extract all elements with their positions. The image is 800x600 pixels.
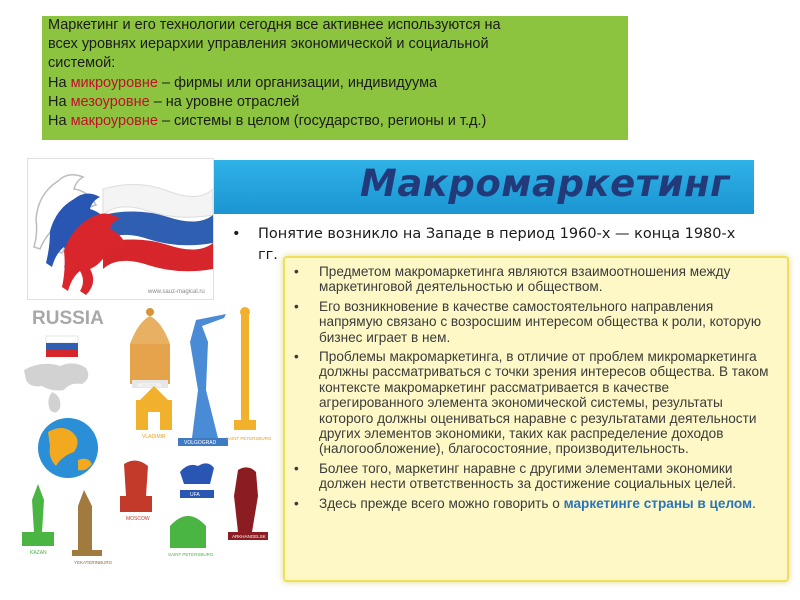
list-item-text: Его возникновение в качестве самостоятельного направления напрямую связано с возросшим интересом общества к роли, которую бизнес играет в нем. <box>319 298 762 345</box>
intro-macro <box>48 112 628 131</box>
russian-flag-icon <box>103 184 213 271</box>
moscow-cathedral-icon <box>130 308 170 389</box>
spb-church-icon <box>168 516 214 557</box>
label-kazan: KAZAN <box>30 550 47 556</box>
list-item <box>291 461 775 492</box>
macro-rest: – системы в целом (государство, регионы и т.д.) <box>157 113 487 130</box>
intro-line-1: Маркетинг и его технологии сегодня все активнее используются на <box>48 17 501 33</box>
label-vladimir: VLADIMIR <box>142 434 166 440</box>
micro-term: микроуровне <box>70 74 158 91</box>
yekaterinburg-tower-icon <box>72 490 113 565</box>
kazan-tower-icon <box>22 484 54 556</box>
bullet-mark: • <box>294 349 299 365</box>
label-moscow: MOSCOW <box>138 383 162 389</box>
list-item <box>291 299 775 345</box>
content-list <box>285 258 787 511</box>
list-item <box>291 264 775 295</box>
intro-line-2: всех уровнях иерархии управления экономической и социальной <box>48 36 489 53</box>
macro-term: макроуровне <box>70 113 158 130</box>
list-item <box>291 496 775 511</box>
bullet-mark: • <box>294 495 299 511</box>
intro-box <box>42 16 628 140</box>
bullet-dot: • <box>232 226 241 242</box>
horses-flag-illustration <box>28 159 213 299</box>
origin-text: Понятие возникло на Западе в период 1960-х — конца 1980-х гг. <box>258 226 736 263</box>
micro-prefix: На <box>48 74 71 91</box>
meso-rest: – на уровне отраслей <box>149 93 300 110</box>
list-item-text: Предметом макромаркетинга являются взаимоотношения между маркетинговой деятельностью и обществом. <box>319 264 731 295</box>
micro-rest: – фирмы или организации, индивидуума <box>157 74 438 91</box>
slide-title: Макромаркетинг <box>360 162 730 205</box>
russia-landmarks-image <box>12 300 282 570</box>
intro-micro <box>48 74 628 93</box>
bullet-mark: • <box>294 460 299 476</box>
alexander-column-icon <box>226 307 272 441</box>
label-yekaterinburg: YEKATERINBURG <box>74 560 113 565</box>
arkhangelsk-statue-icon <box>228 467 268 540</box>
list-item-text: Проблемы макромаркетинга, в отличие от проблем микромаркетинга должны рассматриваться с точки зрения интересов общества. В таком контексте макромаркетинг рассматривается в качестве агрегированного элемента экономической системы, результаты которого должны оцениваться наравне с результатами деятельности других элементов экономики, таких как распределение доходов (налогообложение), благосостояние, производительность. <box>319 349 769 457</box>
small-flag-icon <box>46 336 78 357</box>
content-box <box>283 256 789 582</box>
minin-pozharsky-icon <box>120 460 152 522</box>
world-map-icon <box>24 363 88 412</box>
intro-meso <box>48 93 628 112</box>
ufa-monument-icon <box>180 463 214 498</box>
motherland-statue-icon <box>178 314 228 446</box>
label-moscow-2: MOSCOW <box>126 516 150 522</box>
label-arkhangelsk: ARKHANGELSK <box>232 534 266 539</box>
label-spb-2: SAINT PETERSBURG <box>168 552 214 557</box>
globe-icon <box>38 418 98 478</box>
list-item-text: Более того, маркетинг наравне с другими элементами экономики должен нести ответственность за достижение социальных целей. <box>319 460 737 492</box>
list-item <box>291 349 775 457</box>
golden-gate-icon <box>136 386 172 440</box>
last-item-prefix: Здесь прежде всего можно говорить о <box>319 495 564 511</box>
last-item-suffix: . <box>752 495 756 511</box>
intro-line-3: системой: <box>48 55 116 72</box>
meso-prefix: На <box>48 93 71 110</box>
label-spb: SAINT PETERSBURG <box>226 436 272 441</box>
label-ufa: UFA <box>190 492 200 498</box>
russia-label: RUSSIA <box>32 308 104 329</box>
label-volgograd: VOLGOGRAD <box>184 440 217 446</box>
country-marketing-highlight: маркетинге страны в целом <box>563 495 753 511</box>
horse-caption: www.sauz-magical.ru <box>148 289 205 295</box>
landmarks-illustration <box>12 300 282 570</box>
macro-prefix: На <box>48 113 71 130</box>
horses-flag-image <box>27 158 214 300</box>
meso-term: мезоуровне <box>70 93 150 110</box>
bullet-mark: • <box>294 264 299 279</box>
bullet-mark: • <box>294 298 299 314</box>
